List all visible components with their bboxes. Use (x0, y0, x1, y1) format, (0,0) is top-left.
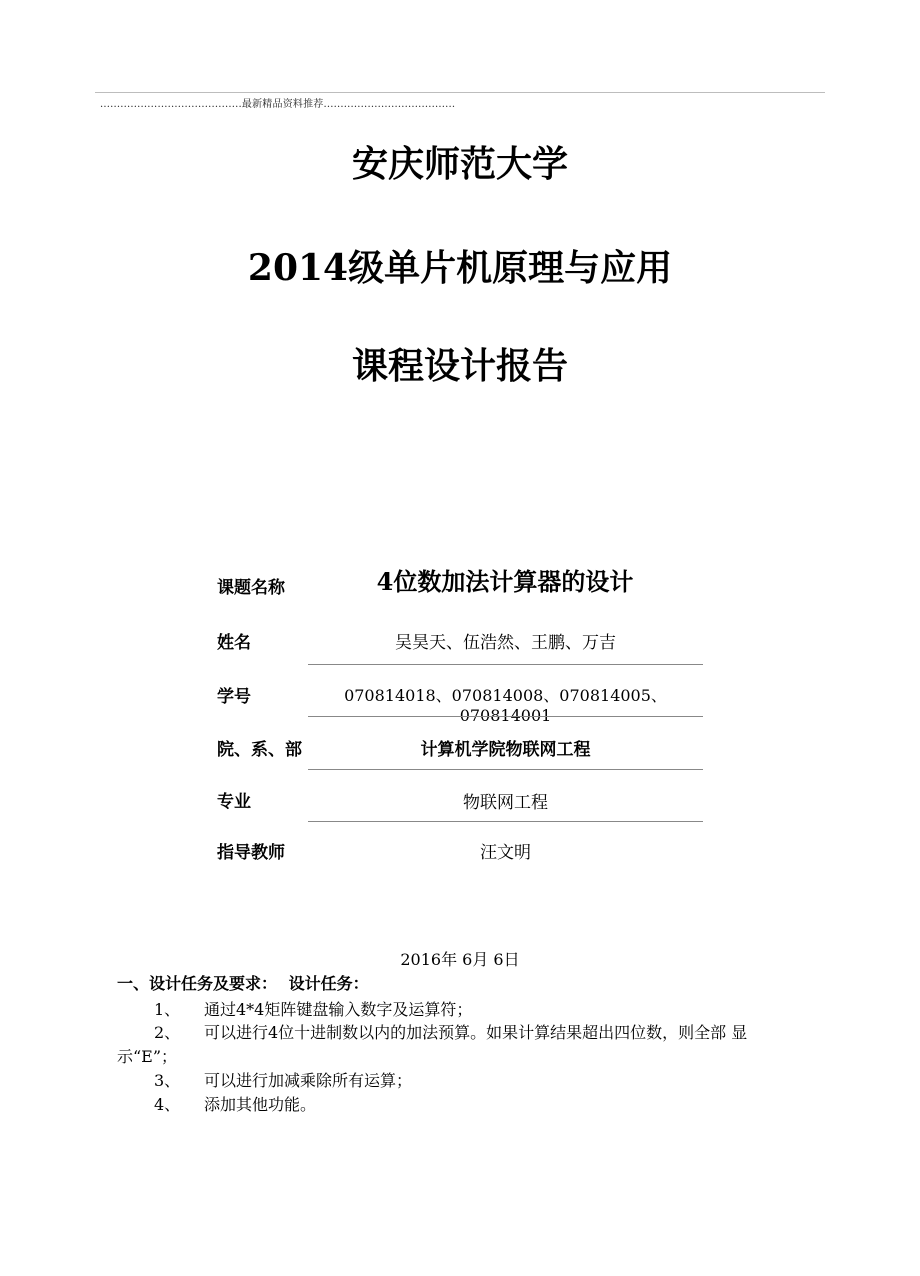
task-item-continuation: 示“E”； (117, 1047, 178, 1066)
student-id-label: 学号 (217, 687, 251, 707)
major-underline (308, 821, 703, 822)
advisor-value: 汪文明 (480, 843, 531, 863)
major-value: 物联网工程 (463, 793, 548, 813)
major-label: 专业 (217, 792, 251, 812)
name-value: 吴昊天、伍浩然、王鹏、万吉 (395, 633, 616, 653)
department-value: 计算机学院物联网工程 (420, 740, 591, 760)
report-title: 课程设计报告 (351, 345, 568, 387)
task-item-text: 可以进行加减乘除所有运算； (204, 1071, 413, 1090)
task-item-num: 3、 (154, 1071, 181, 1090)
student-id-value: 070814018、070814008、070814005、070814001 (344, 686, 667, 725)
section-subheading-text: 设计任务： (288, 974, 369, 993)
report-date: 2016年 6月 6日 (400, 950, 520, 969)
task-item-text: 通过4*4矩阵键盘输入数字及运算符； (204, 1000, 473, 1019)
section-heading-text: 一、设计任务及要求： (117, 974, 278, 993)
task-item-num: 4、 (154, 1095, 181, 1114)
header-dots-left: .......................................... (100, 99, 242, 110)
task-item-text: 可以进行4位十进制数以内的加法预算。如果计算结果超出四位数，则全部 显 (204, 1023, 748, 1042)
header-dots-right: ....................................... (323, 99, 456, 110)
header-watermark: 最新精品资料推荐 (241, 99, 324, 110)
department-label: 院、系、部 (217, 740, 302, 760)
section-heading (117, 971, 369, 994)
university-title: 安庆师范大学 (351, 143, 568, 185)
name-label: 姓名 (217, 633, 251, 653)
advisor-label: 指导教师 (217, 843, 285, 863)
department-underline (308, 769, 703, 770)
name-underline (308, 664, 703, 665)
task-item-text: 添加其他功能。 (204, 1095, 317, 1114)
course-title: 2014级单片机原理与应用 (247, 247, 673, 289)
student-id-underline (308, 716, 703, 717)
task-item-num: 1、 (154, 1000, 181, 1019)
task-item-num: 2、 (154, 1023, 181, 1042)
topic-value: 4位数加法计算器的设计 (376, 567, 634, 596)
topic-label: 课题名称 (217, 578, 285, 598)
header-watermark-line (100, 95, 720, 110)
header-rule (95, 92, 825, 93)
